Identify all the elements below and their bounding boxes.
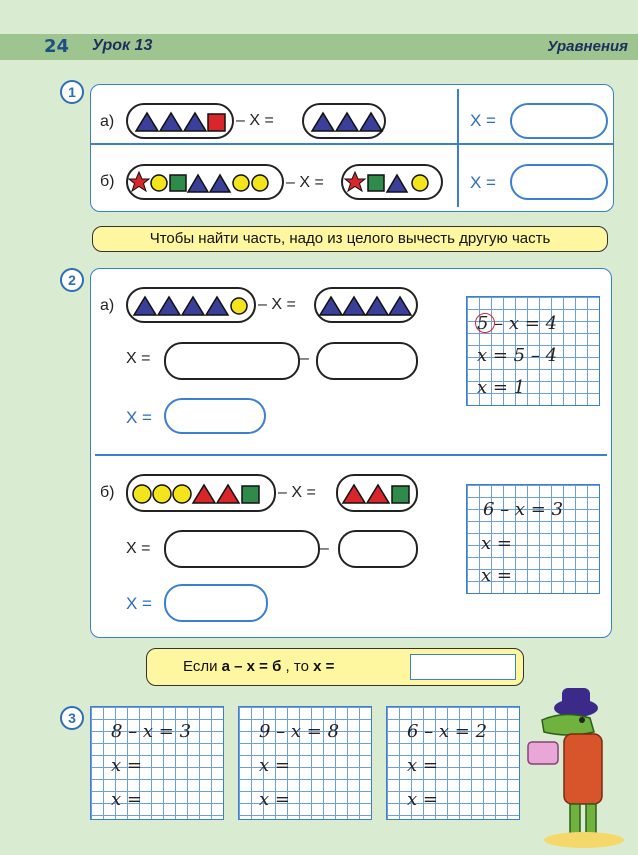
lesson-title: Урок 13 (92, 37, 153, 54)
circle-shape (233, 175, 249, 191)
task-2a-label: а) (100, 297, 115, 314)
task-1a-answer-label: X = (470, 111, 496, 130)
work-line-3: x = 1 (477, 377, 526, 398)
triangle-shape (160, 113, 182, 131)
task-1a-minus-x: – X = (236, 112, 274, 129)
circle-shape (153, 485, 171, 503)
coat (564, 734, 602, 804)
triangle-shape (387, 175, 407, 192)
square-shape (242, 486, 259, 503)
page-number: 24 (44, 36, 70, 57)
task-2b-x-eq: X = (126, 540, 151, 557)
star-shape (345, 172, 365, 191)
shapes-3-circles-2-triangles-square (128, 476, 274, 510)
gift-box (528, 742, 558, 764)
circle-shape (412, 175, 428, 191)
task-1b-answer-label: X = (470, 173, 496, 192)
shapes-4-triangles (316, 289, 416, 321)
task-2a-work-grid (466, 296, 600, 406)
task-1b-whole-set (126, 164, 284, 200)
triangle-shape (134, 297, 156, 315)
triangle-shape (367, 485, 389, 503)
grid-equation: 8 – x = 3 (111, 721, 192, 742)
grid-line-2: x = (111, 755, 142, 776)
grid-line-3: x = (407, 789, 438, 810)
shapes-part-set (343, 166, 441, 198)
task-2b-answer-field[interactable] (164, 584, 268, 622)
crocodile-illustration (524, 680, 634, 850)
task-1-rule: Чтобы найти часть, надо из целого вычесть другую часть (92, 226, 608, 252)
shapes-3-triangles-red-square (128, 105, 232, 137)
task-2b-work-grid (466, 484, 600, 594)
eye (579, 717, 585, 723)
task-2b-minus: – (320, 540, 329, 557)
task-2a-whole-set (126, 287, 256, 323)
task-1a-answer-field[interactable] (510, 103, 608, 139)
triangle-shape (366, 297, 388, 315)
triangle-shape (184, 113, 206, 131)
triangle-shape (336, 113, 358, 131)
task-2-number: 2 (60, 268, 84, 292)
ground (544, 832, 624, 848)
triangle-shape (158, 297, 180, 315)
rule-x: х = (313, 658, 335, 675)
task-1a-part-set (302, 103, 386, 139)
triangle-shape (389, 297, 411, 315)
circle-shape (231, 298, 247, 314)
triangle-shape (360, 113, 382, 131)
triangle-shape (217, 485, 239, 503)
triangle-shape (210, 175, 230, 192)
hat-crown (562, 688, 590, 708)
task-1b-minus-x: – X = (286, 174, 324, 191)
grid-line-3: x = (259, 789, 290, 810)
circle-shape (133, 485, 151, 503)
triangle-shape (312, 113, 334, 131)
square-shape (368, 175, 384, 191)
triangle-shape (188, 175, 208, 192)
triangle-shape (320, 297, 342, 315)
grid-line-2: x = (259, 755, 290, 776)
task-1a-whole-set (126, 103, 234, 139)
triangle-shape (343, 485, 365, 503)
crocodile-head (542, 714, 594, 735)
work-line-3: x = (481, 565, 512, 586)
rule-formula: а – х = б (221, 658, 282, 675)
task-3-grid-1 (90, 706, 224, 820)
circle-highlight (475, 313, 495, 333)
grid-equation: 6 – x = 2 (407, 721, 488, 742)
circle-shape (173, 485, 191, 503)
star-shape (129, 172, 149, 191)
task-3-number: 3 (60, 706, 84, 730)
work-line-1: 5 – x = 4 (477, 313, 558, 334)
part-divider (95, 454, 607, 456)
task-2b-part-field[interactable] (338, 530, 418, 568)
work-line-2: x = 5 – 4 (477, 345, 558, 366)
triangle-shape (193, 485, 215, 503)
task-2a-minus: – (300, 350, 309, 367)
task-3-grid-2 (238, 706, 372, 820)
shapes-mixed-set (128, 166, 282, 198)
column-divider (457, 89, 459, 207)
task-1-number: 1 (60, 80, 84, 104)
task-2a-whole-field[interactable] (164, 342, 300, 380)
task-2a-part-field[interactable] (316, 342, 418, 380)
grid-equation: 9 – x = 8 (259, 721, 340, 742)
task-2a-answer-field[interactable] (164, 398, 266, 434)
triangle-shape (136, 113, 158, 131)
grid-line-3: x = (111, 789, 142, 810)
circle-shape (151, 175, 167, 191)
task-2a-minus-x: – X = (258, 296, 296, 313)
shapes-2-triangles-square (338, 476, 416, 510)
task-2b-whole-set (126, 474, 276, 512)
task-1b-part-set (341, 164, 443, 200)
task-2b-answer-label: X = (126, 594, 152, 613)
rule-mid: , то (285, 658, 314, 675)
square-shape (170, 175, 186, 191)
task-1b-answer-field[interactable] (510, 164, 608, 200)
triangle-shape (343, 297, 365, 315)
task-2a-x-eq: X = (126, 350, 151, 367)
task-3-grid-3 (386, 706, 520, 820)
task-1b-label: б) (100, 173, 115, 190)
leg (570, 804, 580, 834)
triangle-shape (206, 297, 228, 315)
task-2b-minus-x: – X = (278, 484, 316, 501)
work-line-2: x = (481, 533, 512, 554)
shapes-4-triangles-circle (128, 289, 254, 321)
square-shape (208, 114, 225, 131)
circle-shape (252, 175, 268, 191)
task-2b-label: б) (100, 484, 115, 501)
task-2a-part-set (314, 287, 418, 323)
task-2b-part-set (336, 474, 418, 512)
rule-prefix: Если (183, 658, 222, 675)
task-1a-label: а) (100, 113, 115, 130)
shapes-3-triangles (304, 105, 384, 137)
triangle-shape (182, 297, 204, 315)
square-shape (392, 486, 409, 503)
task-2b-whole-field[interactable] (164, 530, 320, 568)
rule-answer-field[interactable] (410, 654, 516, 680)
task-2a-answer-label: X = (126, 408, 152, 427)
topic-title: Уравнения (547, 38, 628, 55)
work-line-1: 6 – x = 3 (483, 499, 564, 520)
leg (586, 804, 596, 834)
grid-line-2: x = (407, 755, 438, 776)
row-divider (91, 143, 613, 145)
